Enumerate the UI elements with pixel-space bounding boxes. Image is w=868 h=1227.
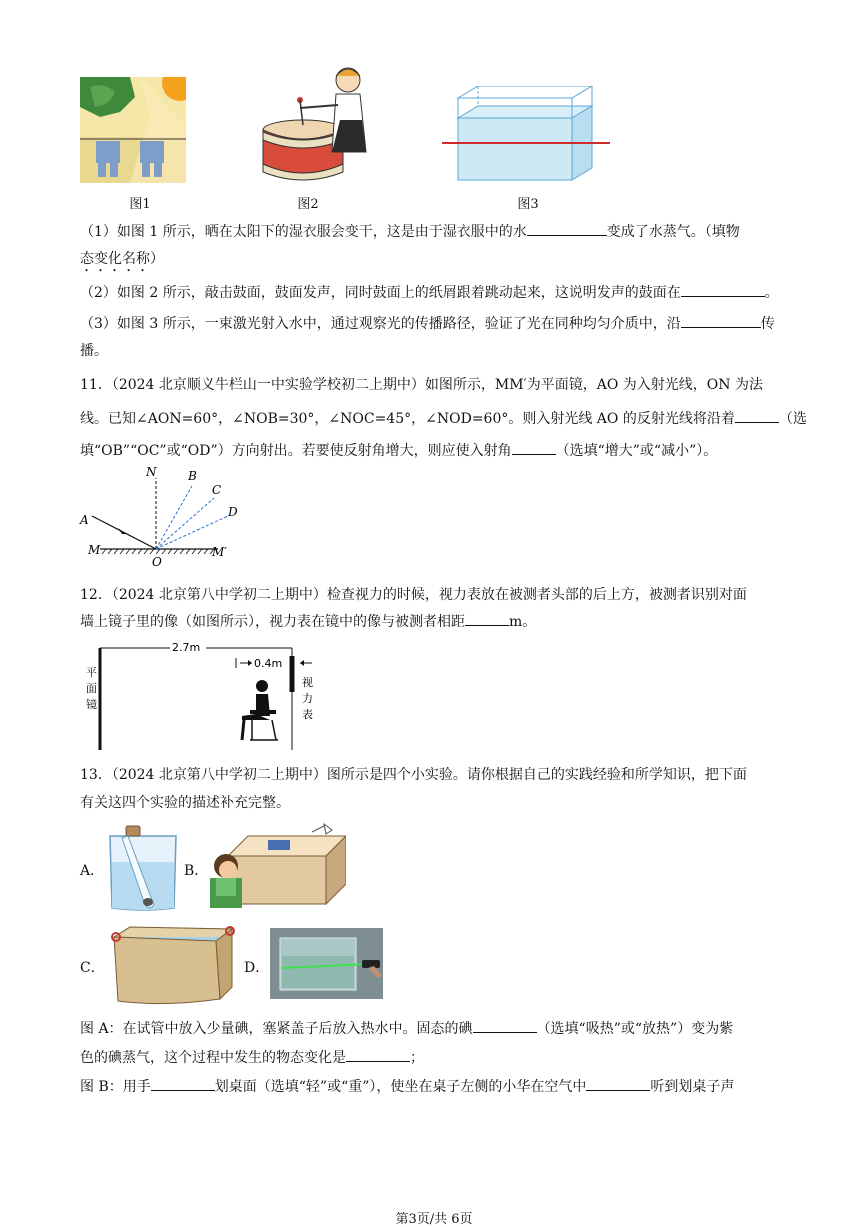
figure-3-water-tank-laser xyxy=(440,86,612,184)
q12-chart-label-3: 表 xyxy=(302,708,313,721)
q13-a-text-1: 图 A：在试管中放入少量碘，塞紧盖子后放入热水中。固态的碘 xyxy=(80,1021,473,1037)
q11-text-3: 填“OB”“OC”或“OD”）方向射出。若要使反射角增大，则应使入射角 xyxy=(80,443,512,459)
q10-part1-text-b: 变成了水蒸气。（填物 xyxy=(606,224,740,240)
q11-line2 xyxy=(80,408,807,429)
q12-line2 xyxy=(80,611,536,632)
q13-line2 xyxy=(80,793,290,813)
q13-figure-b-desk xyxy=(208,822,346,908)
figure-1-caption: 图1 xyxy=(129,197,151,212)
q13-label-b: B． xyxy=(184,863,209,879)
q11-blank-1[interactable] xyxy=(735,408,779,423)
q12-text-2: 墙上镜子里的像（如图所示），视力表在镜中的像与被测者相距 xyxy=(80,614,465,630)
figure-2-drum xyxy=(258,60,370,188)
q12-mirror-label-3: 镜 xyxy=(86,698,97,711)
q10-part2-text: （2）如图 2 所示，敲击鼓面，鼓面发声，同时鼓面上的纸屑跟着跳动起来，这说明发声的鼓面在 xyxy=(80,285,681,301)
q12-eye-test-diagram xyxy=(80,636,320,754)
q11-text-3b: （选填“增大”或“减小”）。 xyxy=(555,443,718,459)
q13-label-d: D． xyxy=(244,960,270,976)
q11-label-B: B xyxy=(188,469,197,483)
page-footer: 第3页/共 6页 xyxy=(395,1212,473,1227)
q10-part3-text: （3）如图 3 所示，一束激光射入水中，通过观察光的传播路径，验证了光在同种均匀介质中，沿 xyxy=(80,316,681,332)
q13-figure-c-paper-box xyxy=(108,925,236,1007)
q11-blank-2[interactable] xyxy=(512,440,556,455)
q13-a-line1 xyxy=(80,1018,733,1039)
q10-part3-text-c: 播。 xyxy=(80,343,108,359)
q10-part1-line2 xyxy=(80,249,164,275)
q11-text-1: 11．（2024 北京顺义牛栏山一中实验学校初二上期中）如图所示，MM′为平面镜，AO 为入射光线，ON 为法 xyxy=(80,377,763,393)
q13-a-text-2b: ； xyxy=(410,1050,424,1066)
q13-b-text-1b: 划桌面（选填“轻”或“重”），使坐在桌子左侧的小华在空气中 xyxy=(214,1079,587,1095)
q13-text-2: 有关这四个实验的描述补充完整。 xyxy=(80,795,290,811)
q12-line1 xyxy=(80,585,747,605)
q10-part2-text-b: 。 xyxy=(764,285,779,301)
q10-part2-line xyxy=(80,282,779,303)
q13-figure-d-laser-tank-photo xyxy=(270,928,383,999)
q10-part1-text-c: 态变化名称） xyxy=(80,251,164,267)
q13-label-a: A． xyxy=(80,863,105,879)
q11-label-O: O xyxy=(152,555,162,569)
q13-label-c: C． xyxy=(80,960,105,976)
q11-label-C: C xyxy=(212,483,222,497)
q10-part2-blank[interactable] xyxy=(681,282,765,297)
q13-b-blank-2[interactable] xyxy=(586,1076,650,1091)
q12-chart-label-2: 力 xyxy=(302,692,313,705)
q13-b-text-1: 图 B：用手 xyxy=(80,1079,151,1095)
q13-a-line2 xyxy=(80,1047,424,1068)
q13-line1 xyxy=(80,765,747,785)
q11-label-N: N xyxy=(146,465,157,479)
q11-label-D: D xyxy=(228,505,238,519)
q12-distance-2: 0.4m xyxy=(254,657,283,670)
q10-part3-line1 xyxy=(80,313,775,334)
q13-a-blank-2[interactable] xyxy=(346,1047,410,1062)
q12-distance-1: 2.7m xyxy=(172,641,201,654)
q13-a-text-2: 色的碘蒸气，这个过程中发生的物态变化是 xyxy=(80,1050,346,1066)
q12-blank[interactable] xyxy=(465,611,509,626)
q10-part1-text: （1）如图 1 所示，晒在太阳下的湿衣服会变干，这是由于湿衣服中的水 xyxy=(80,224,527,240)
q13-a-text-1b: （选填“吸热”或“放热”）变为紫 xyxy=(536,1021,734,1037)
q13-b-blank-1[interactable] xyxy=(151,1076,215,1091)
figure-2-caption: 图2 xyxy=(297,197,319,212)
q13-b-text-1c: 听到划桌子声 xyxy=(650,1079,735,1095)
q13-a-blank-1[interactable] xyxy=(473,1018,537,1033)
q11-line3 xyxy=(80,440,717,461)
q13-text-1: 13．（2024 北京第八中学初二上期中）图所示是四个小实验。请你根据自己的实践经验和所学知识，把下面 xyxy=(80,767,747,783)
q11-text-2b: （选 xyxy=(778,411,807,427)
q11-label-M: M xyxy=(88,543,101,557)
figure-1-sun-clothes xyxy=(80,77,186,183)
q12-text-2b: m。 xyxy=(509,614,537,630)
q11-reflection-diagram xyxy=(78,464,238,572)
q10-part1-line1 xyxy=(80,221,740,242)
q12-mirror-label-1: 平 xyxy=(86,666,97,679)
q12-text-1: 12．（2024 北京第八中学初二上期中）检查视力的时候，视力表放在被测者头部的后上方，被测者识别对面 xyxy=(80,587,747,603)
q10-part3-line2 xyxy=(80,341,108,361)
q10-part3-text-b: 传 xyxy=(760,316,775,332)
q11-label-A: A xyxy=(80,513,89,527)
q10-part3-blank[interactable] xyxy=(681,313,761,328)
q10-part1-blank[interactable] xyxy=(527,221,607,236)
q12-chart-label-1: 视 xyxy=(302,676,313,689)
q12-mirror-label-2: 面 xyxy=(86,682,97,695)
figure-3-caption: 图3 xyxy=(517,197,539,212)
q11-line1 xyxy=(80,375,763,395)
q13-figure-a-beaker xyxy=(104,822,182,912)
q11-text-2: 线。已知∠AON=60°，∠NOB=30°，∠NOC=45°，∠NOD=60°。则入射光线 AO 的反射光线将沿着 xyxy=(80,411,735,427)
q13-b-line1 xyxy=(80,1076,734,1097)
q11-label-Mprime: M′ xyxy=(212,545,228,559)
